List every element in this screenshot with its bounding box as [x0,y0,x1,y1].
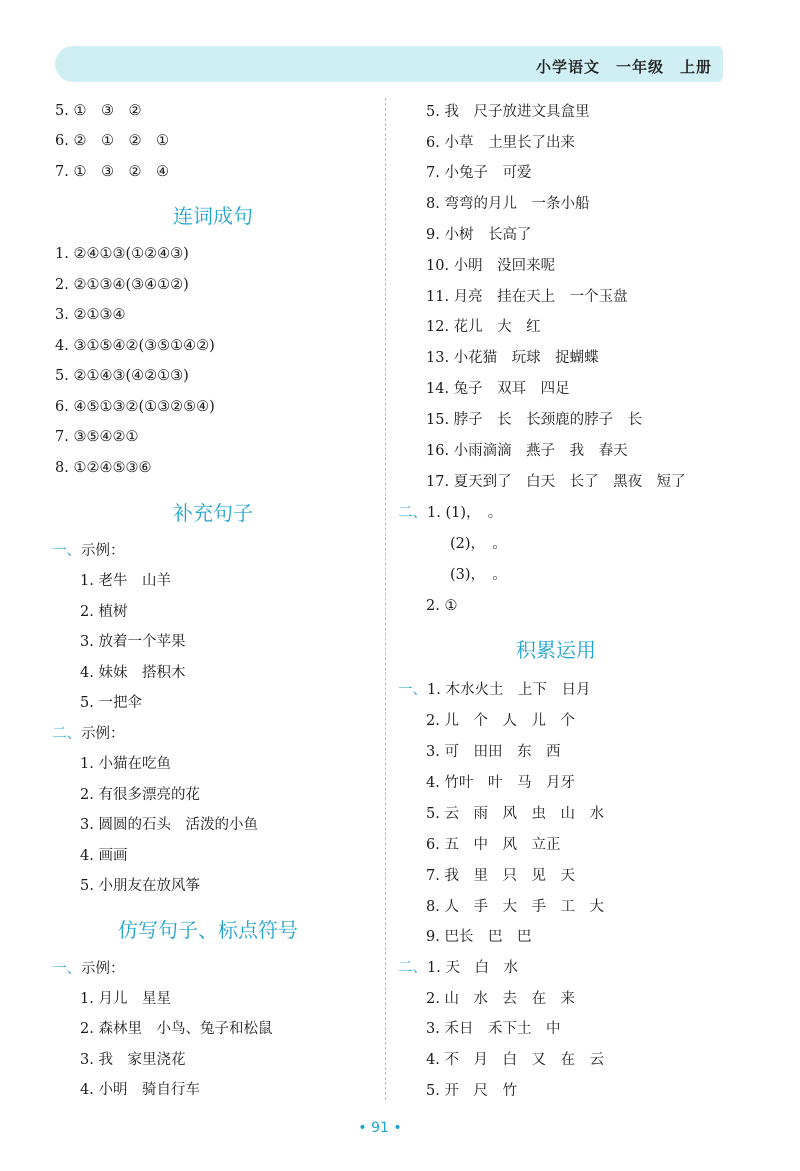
answer-line: 14. 兔子 双耳 四足 [426,381,570,397]
answer-line: 17. 夏天到了 白天 长了 黑夜 短了 [426,474,686,490]
answer-line: 7. 我 里 只 见 天 [426,868,575,884]
answer-line: 7. 小兔子 可爱 [426,165,532,181]
answer-line: 8. 人 手 大 手 工 大 [426,899,604,915]
answer-line: 7. ③⑤④②① [55,429,139,445]
answer-line: 9. 巴长 巴 巴 [426,929,532,945]
answer-line: 5. 小朋友在放风筝 [80,878,200,894]
part-marker: 二、 [52,726,81,742]
answer-line: 2. 植树 [80,604,128,620]
answer-line: 1. 老牛 山羊 [80,573,171,589]
part-label [52,725,125,743]
example-label: 示例： [81,726,125,742]
answer-line: 16. 小雨滴滴 燕子 我 春天 [426,443,628,459]
column-divider [385,98,386,1100]
answer-line: 2. ① [426,598,458,614]
answer-line: 4. 画画 [80,848,128,864]
answer-line: (3)， 。 [450,567,507,583]
answer-line: 6. 五 中 风 立正 [426,837,561,853]
part-marker: 一、 [398,682,427,698]
answer-line: 13. 小花猫 玩球 捉蝴蝶 [426,350,599,366]
part-label [52,542,125,560]
answer-line: 10. 小明 没回来呢 [426,258,556,274]
answer-line: 2. 山 水 去 在 来 [426,991,575,1007]
section-title-buchong: 补充句子 [173,501,253,525]
answer-line: 4. 妹妹 搭积木 [80,665,186,681]
part-marker: 二、 [398,960,427,976]
answer-line: 11. 月亮 挂在天上 一个玉盘 [426,289,628,305]
part-label [398,504,502,522]
answer-line: 5. 开 尺 竹 [426,1083,517,1099]
answer-line: 5. 一把伞 [80,695,142,711]
answer-line: 1. 月儿 星星 [80,991,171,1007]
answer-line: 2. ②①③④(③④①②) [55,277,189,293]
answer-line: 4. 竹叶 叶 马 月牙 [426,775,575,791]
answer-line: 3. 圆圆的石头 活泼的小鱼 [80,817,258,833]
part-label [398,681,590,699]
answer-line: 1. (1)， 。 [427,505,503,521]
answer-line: 4. ③①⑤④②(③⑤①④②) [55,338,215,354]
answer-line: 1. 小猫在吃鱼 [80,756,171,772]
answer-line: 3. ②①③④ [55,307,126,323]
answer-line: 8. ①②④⑤③⑥ [55,460,152,476]
example-label: 示例： [81,961,125,977]
answer-line: 3. 放着一个苹果 [80,634,186,650]
answer-line: 7. ① ③ ② ④ [55,164,169,180]
answer-line: (2)， 。 [450,536,507,552]
answer-line: 6. ② ① ② ① [55,133,169,149]
part-marker: 二、 [398,505,427,521]
answer-line: 3. 禾日 禾下土 中 [426,1021,561,1037]
answer-line: 4. 不 月 白 又 在 云 [426,1052,604,1068]
part-label [52,960,125,978]
answer-line: 12. 花儿 大 红 [426,319,541,335]
page-number: • 91 • [358,1120,402,1136]
part-marker: 一、 [52,961,81,977]
answer-line: 2. 儿 个 人 儿 个 [426,713,575,729]
example-label: 示例： [81,543,125,559]
answer-line: 2. 森林里 小鸟、兔子和松鼠 [80,1021,273,1037]
answer-line: 15. 脖子 长 长颈鹿的脖子 长 [426,412,643,428]
answer-line: 5. ① ③ ② [55,103,142,119]
part-label [398,959,518,977]
section-title-jilei: 积累运用 [516,638,596,662]
answer-line: 6. ④⑤①③②(①③②⑤④) [55,399,215,415]
answer-line: 2. 有很多漂亮的花 [80,787,200,803]
answer-line: 5. ②①④③(④②①③) [55,368,189,384]
answer-line: 3. 可 田田 东 西 [426,744,561,760]
answer-line: 1. 木水火土 上下 日月 [427,682,591,698]
part-marker: 一、 [52,543,81,559]
answer-line: 4. 小明 骑自行车 [80,1082,200,1098]
answer-line: 5. 我 尺子放进文具盒里 [426,104,590,120]
section-title-lianci: 连词成句 [173,204,253,228]
section-title-fangxie: 仿写句子、标点符号 [118,918,298,942]
header-title: 小学语文 一年级 上册 [535,58,712,76]
answer-line: 3. 我 家里浇花 [80,1052,186,1068]
answer-line: 8. 弯弯的月儿 一条小船 [426,196,590,212]
answer-line: 6. 小草 土里长了出来 [426,135,575,151]
answer-line: 1. ②④①③(①②④③) [55,246,189,262]
answer-line: 1. 天 白 水 [427,960,518,976]
answer-line: 9. 小树 长高了 [426,227,532,243]
answer-line: 5. 云 雨 风 虫 山 水 [426,806,604,822]
